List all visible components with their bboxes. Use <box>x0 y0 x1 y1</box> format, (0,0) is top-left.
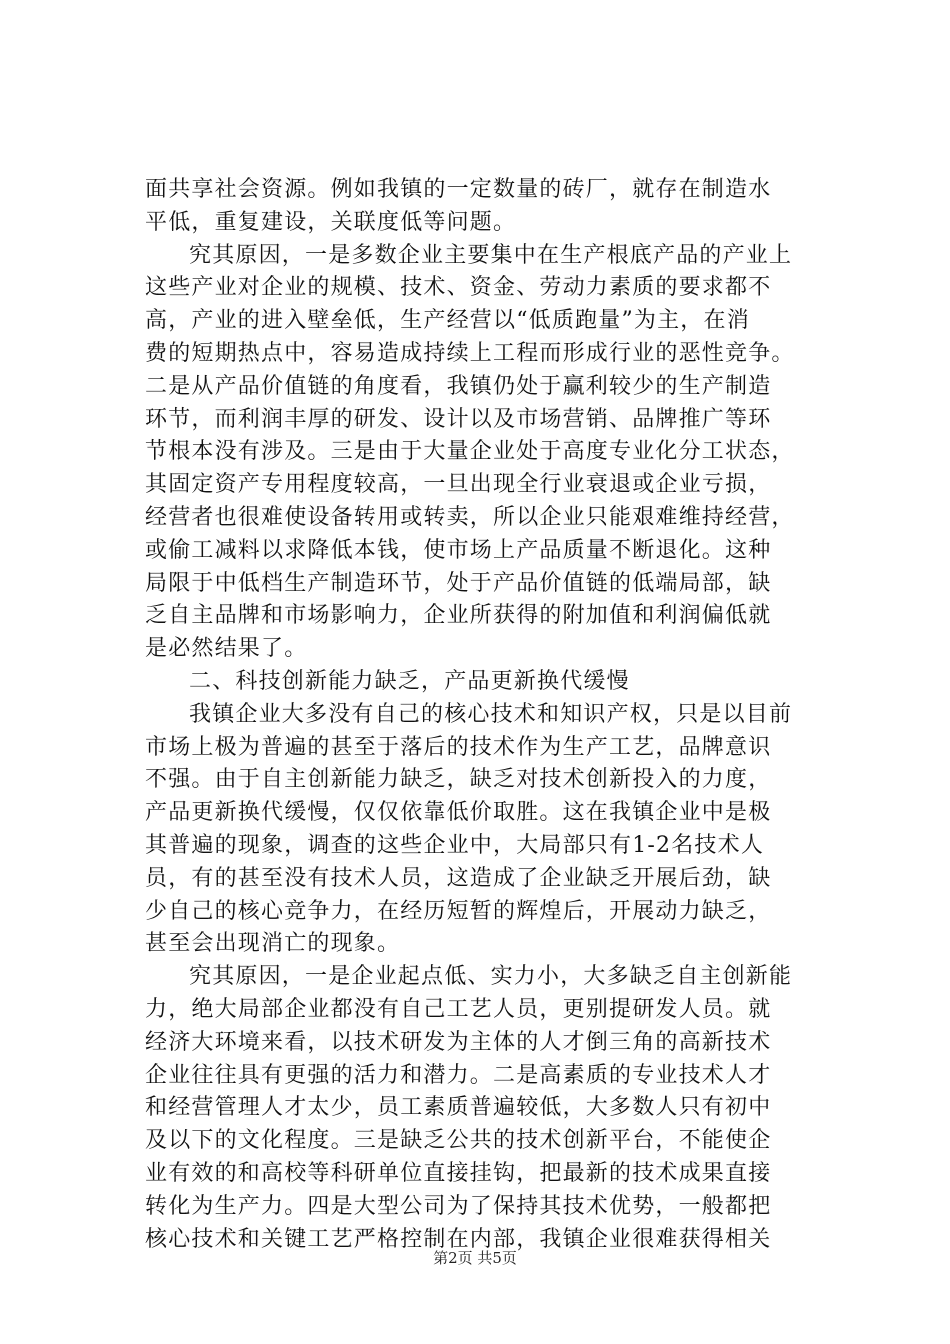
text-line: 其固定资产专用程度较高，一旦出现全行业衰退或企业亏损， <box>145 472 772 498</box>
text-line: 二是从产品价值链的角度看，我镇仍处于赢利较少的生产制造 <box>145 373 772 399</box>
text-line: 究其原因，一是多数企业主要集中在生产根底产品的产业上 <box>189 242 793 268</box>
text-line: 及以下的文化程度。三是缺乏公共的技术创新平台，不能使企 <box>145 1128 772 1154</box>
text-line: 平低，重复建设，关联度低等问题。 <box>145 209 517 235</box>
text-line: 其普遍的现象，调查的这些企业中，大局部只有1-2名技术人 <box>145 832 765 858</box>
text-line: 力，绝大局部企业都没有自己工艺人员，更别提研发人员。就 <box>145 996 772 1022</box>
text-line: 少自己的核心竞争力，在经历短暂的辉煌后，开展动力缺乏， <box>145 898 772 924</box>
text-line: 核心技术和关键工艺严格控制在内部，我镇企业很难获得相关 <box>145 1226 772 1252</box>
text-line: 和经营管理人才太少，员工素质普遍较低，大多数人只有初中 <box>145 1095 772 1121</box>
text-line: 局限于中低档生产制造环节，处于产品价值链的低端局部，缺 <box>145 570 772 596</box>
text-line: 环节，而利润丰厚的研发、设计以及市场营销、品牌推广等环 <box>145 406 772 432</box>
text-line: 乏自主品牌和市场影响力，企业所获得的附加值和利润偏低就 <box>145 603 772 629</box>
text-line: 甚至会出现消亡的现象。 <box>145 931 401 957</box>
text-line: 员，有的甚至没有技术人员，这造成了企业缺乏开展后劲，缺 <box>145 865 772 891</box>
page-footer: 第2页 共5页 <box>433 1249 517 1267</box>
text-line: 是必然结果了。 <box>145 636 308 662</box>
text-line: 不强。由于自主创新能力缺乏，缺乏对技术创新投入的力度， <box>145 767 772 793</box>
text-line: 转化为生产力。四是大型公司为了保持其技术优势，一般都把 <box>145 1193 772 1219</box>
text-line: 费的短期热点中，容易造成持续上工程而形成行业的恶性竞争。 <box>145 340 795 366</box>
text-line: 经济大环境来看，以技术研发为主体的人才倒三角的高新技术 <box>145 1029 772 1055</box>
text-line: 高，产业的进入壁垒低，生产经营以“低质跑量”为主，在消 <box>145 308 750 334</box>
text-line: 究其原因，一是企业起点低、实力小，大多缺乏自主创新能 <box>189 964 793 990</box>
document-body <box>145 174 835 1256</box>
text-line: 产品更新换代缓慢，仅仅依靠低价取胜。这在我镇企业中是极 <box>145 800 772 826</box>
text-line: 节根本没有涉及。三是由于大量企业处于高度专业化分工状态， <box>145 439 795 465</box>
text-line: 市场上极为普遍的甚至于落后的技术作为生产工艺，品牌意识 <box>145 734 772 760</box>
text-line: 企业往往具有更强的活力和潜力。二是高素质的专业技术人才 <box>145 1062 772 1088</box>
text-line: 或偷工减料以求降低本钱，使市场上产品质量不断退化。这种 <box>145 537 772 563</box>
text-line: 业有效的和高校等科研单位直接挂钩，把最新的技术成果直接 <box>145 1160 772 1186</box>
text-line: 我镇企业大多没有自己的核心技术和知识产权，只是以目前 <box>189 701 793 727</box>
text-line: 二、科技创新能力缺乏，产品更新换代缓慢 <box>189 668 630 694</box>
text-line: 这些产业对企业的规模、技术、资金、劳动力素质的要求都不 <box>145 275 772 301</box>
text-line: 经营者也很难使设备转用或转卖，所以企业只能艰难维持经营， <box>145 504 795 530</box>
text-line: 面共享社会资源。例如我镇的一定数量的砖厂，就存在制造水 <box>145 177 772 202</box>
